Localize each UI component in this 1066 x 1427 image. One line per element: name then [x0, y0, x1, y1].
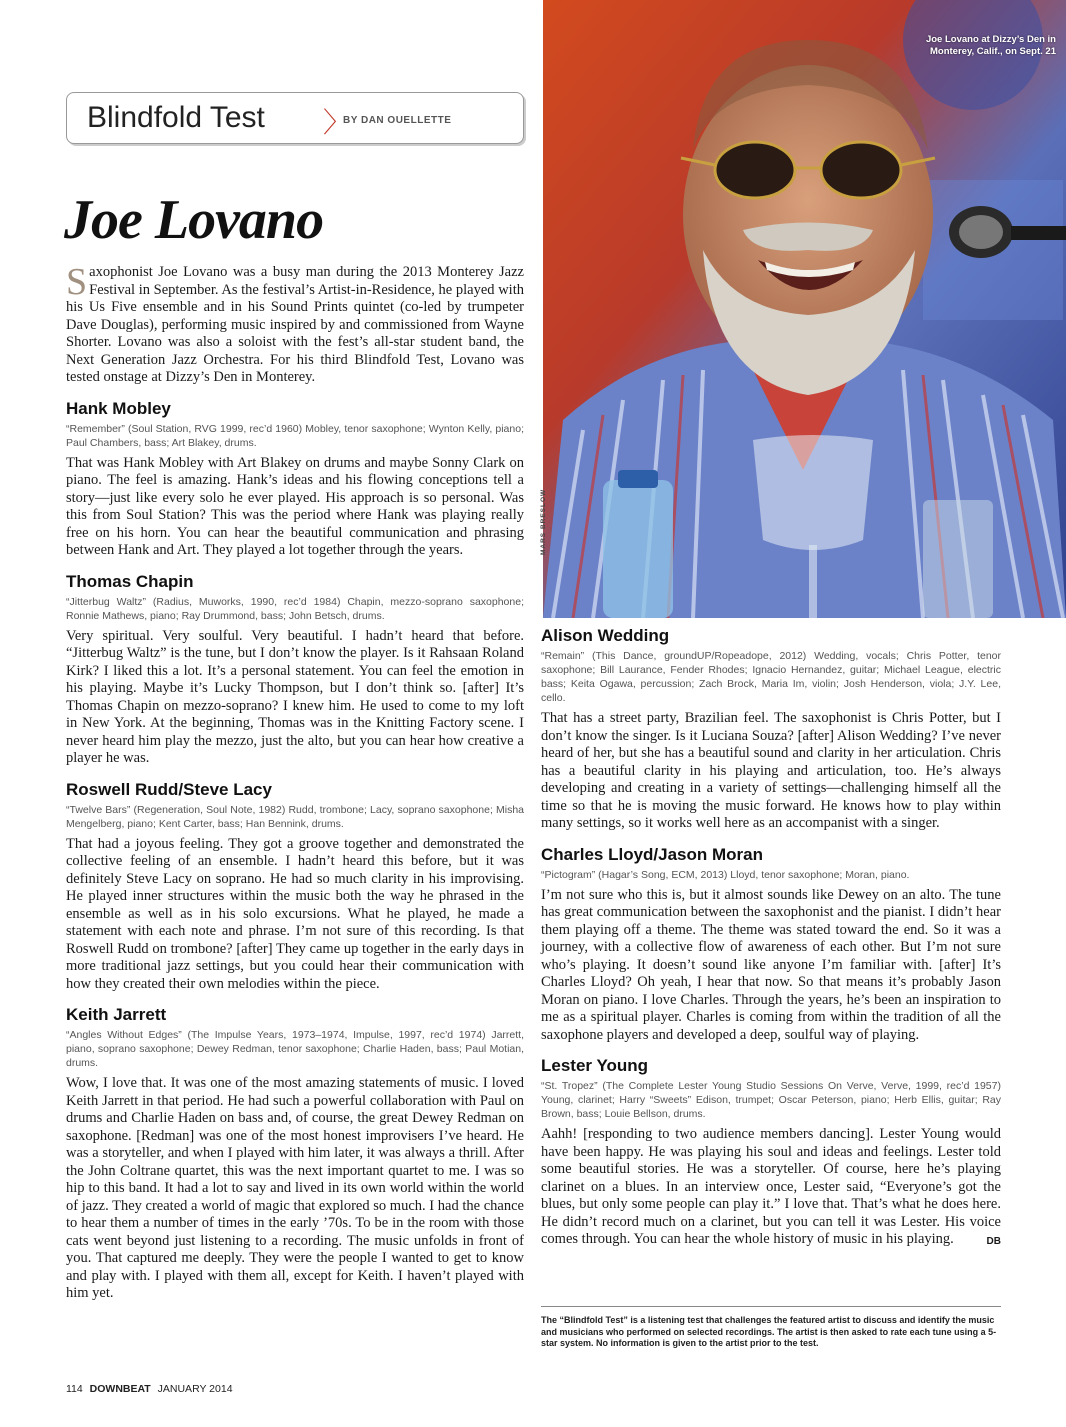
entry-artist: Hank Mobley	[66, 398, 171, 418]
photo-credit: MARS BRESLOW	[540, 488, 547, 555]
entry	[66, 399, 524, 560]
entry-text: That had a joyous feeling. They got a groove together and demonstrated the collective feeling of an ensemble. I hadn’t heard this before, but it was definitely Steve Lacy on soprano. He had so much clarity in his improvising. He played inner structures within the music both the way he phrased in the ensemble as well as in his solo excursions. What he played, he made a statement with each note and phrase. I’m not sure of this recording. Is that Roswell Rudd on trombone? [after] They came up together in the early days in more traditional jazz settings, but you could hear their communication with how they created their own melodies within the piece.	[66, 835, 524, 992]
signoff: DB	[986, 1236, 1001, 1247]
folio	[66, 1383, 233, 1395]
dropcap: S	[66, 261, 88, 303]
chevron-right-icon: 〉	[323, 107, 352, 138]
entry-credits: “St. Tropez” (The Complete Lester Young Studio Sessions On Verve, Verve, 1999, rec’d 1957) Young, clarinet; Harry “Sweets” Edison, trumpet; Oscar Peterson, piano; Herb Ellis, guitar; Ray Brown, bass; Louie Bellson, drums.	[541, 1080, 1001, 1120]
entry-text: I’m not sure who this is, but it almost sounds like Dewey on an alto. The tune has great communication between the saxophonist and the pianist. I didn’t hear them playing off a theme. The theme was stated toward the end. So it was a journey, with a collective flow of awareness of each other. But I’m not sure who’s playing. It doesn’t sound like anyone I’m familiar with. [after] It’s Charles Lloyd? Oh yeah, I hear that now. So that means it’s probably Jason Moran on piano. I love Charles. Through the years, he’s been an inspiration to me as a spiritual player. Charles is coming from within the tradition of all the saxophone players and developed a deep, soulful way of playing.	[541, 886, 1001, 1043]
right-column	[541, 626, 1001, 1251]
section-header	[66, 92, 524, 144]
left-column	[66, 261, 524, 1303]
entry	[541, 845, 1001, 1045]
entry-artist: Lester Young	[541, 1056, 649, 1075]
page-number: 114	[66, 1383, 83, 1395]
entry-text: That has a street party, Brazilian feel. The saxophonist is Chris Potter, but I don’t know the singer. Is it Luciana Souza? [after] Alison Wedding? I’ve never heard of her, but she has a beautiful sound and clarity in her articulation. Chris has a beautiful clarity in his playing and articulation, too. He’s always developing and creating in a variety of settings—challenging himself all the time so that he is moving the music forward. He knows how to play within many settings, so it works well here as an accompanist with a singer.	[541, 710, 1001, 831]
entry-text: That was Hank Mobley with Art Blakey on drums and maybe Sonny Clark on piano. The feel is amazing. Hank’s ideas and his flowing conceptions tell a story—just like every solo he ever played. His approach is so personal. Was this from Soul Station? This was the period where Hank was playing really free on his horn. You can hear the beautiful communication and phrasing between Hank and Art. They played a lot together through the years.	[66, 454, 524, 558]
photo-caption: Joe Lovano at Dizzy’s Den in Monterey, Calif., on Sept. 21	[925, 34, 1056, 57]
entry-text-body: Aahh! [responding to two audience members dancing]. Lester Young would have been happy. He was playing his soul and ideas and feelings. Lester told some beautiful stories. He was a storyteller. Of course, here he’s playing clarinet on a blues. In an interview once, Lester said, “Everyone’s got the blues, but only some people can play it.” I love that. That’s what he does here. He didn’t record much on a clarinet, but you can tell it was Lester. His voice comes through. You can hear the whole history of music in his playing.	[541, 1126, 1001, 1247]
entry-credits: “Twelve Bars” (Regeneration, Soul Note, 1982) Rudd, trombone; Lacy, soprano saxophone; Misha Mengelberg, piano; Kent Carter, bass; Han Bennink, drums.	[66, 803, 524, 830]
issue-date: JANUARY 2014	[157, 1383, 233, 1395]
magazine-name: DOWNBEAT	[89, 1383, 151, 1395]
page-title: Joe Lovano	[64, 189, 324, 251]
footnote: The “Blindfold Test” is a listening test that challenges the featured artist to discuss and identify the music and musicians who performed on selected recordings. The artist is then asked to rate each tune using a 5-star system. No information is given to the artist prior to the test.	[541, 1306, 1001, 1350]
section-title: Blindfold Test	[87, 101, 265, 134]
entry-text: Wow, I love that. It was one of the most amazing statements of music. I loved Keith Jarrett in that period. He had such a powerful collaboration with Paul on drums and Charlie Haden on bass and, of course, the great Dewey Redman on saxophone. [Redman] was one of the most honest improvisers I’ve heard. He was a storyteller, and when I played with him later, it was always a thrill. After the John Coltrane quartet, this was the next important quartet to me. I was so hip to this band. It had a lot to say and lived in its own world within the world of jazz. They created a world of magic that explored so much. I had the chance to hear them a number of times in the early ’70s. To be in the room with those cats went beyond just listening to a recording. The music unfolds in front of you. That captured me deeply. They were the people I wanted to get to know and play with. I played with them all, except for Keith. I haven’t played with him yet.	[66, 1075, 524, 1301]
entry-credits: “Remember” (Soul Station, RVG 1999, rec’d 1960) Mobley, tenor saxophone; Wynton Kelly, piano; Paul Chambers, bass; Art Blakey, drums.	[66, 422, 524, 449]
entry	[541, 1056, 1001, 1249]
entry-credits: “Pictogram” (Hagar’s Song, ECM, 2013) Lloyd, tenor saxophone; Moran, piano.	[541, 868, 910, 881]
entry-credits: “Remain” (This Dance, groundUP/Ropeadope, 2012) Wedding, vocals; Chris Potter, tenor saxophone; Bill Laurance, Fender Rhodes; Ignacio Hernandez, guitar; Michael League, electric bass; Keita Ogawa, percussion; Zach Brock, Maria Im, violin; Josh Henderson, viola; J.Y. Lee, cello.	[541, 650, 1001, 704]
entry-artist: Charles Lloyd/Jason Moran	[541, 844, 763, 864]
entry-credits: “Angles Without Edges” (The Impulse Years, 1973–1974, Impulse, 1997, rec’d 1974) Jarrett, piano, soprano saxophone; Dewey Redman, tenor saxophone; Charlie Haden, bass; Paul Motian, drums.	[66, 1029, 524, 1069]
entry-artist: Alison Wedding	[541, 626, 670, 645]
entry-credits: “Jitterbug Waltz” (Radius, Muworks, 1990, rec’d 1984) Chapin, mezzo-soprano saxophone; Ronnie Mathews, piano; Ray Drummond, bass; John Betsch, drums.	[66, 595, 524, 622]
intro-text: axophonist Joe Lovano was a busy man during the 2013 Monterey Jazz Festival in September. As the festival’s Artist-in-Residence, he played with his Us Five ensemble and in his Sound Prints quintet (co-led by trumpeter Dave Douglas), performing music inspired by and commissioned from Wayne Shorter. Lovano was also a soloist with the fest’s all-star student band, the Next Generation Jazz Orchestra. For his third Blindfold Test, Lovano was tested onstage at Dizzy’s Den in Monterey.	[66, 264, 524, 385]
byline: BY DAN OUELLETTE	[343, 115, 452, 126]
entry	[66, 780, 524, 994]
entry	[66, 1005, 524, 1303]
entry-text	[541, 1126, 1001, 1249]
entry-artist: Keith Jarrett	[66, 1005, 167, 1024]
entry-text: Very spiritual. Very soulful. Very beautiful. I hadn’t heard that before. “Jitterbug Waltz” is the tune, but I don’t know the player. Is it Rahsaan Roland Kirk? I liked this a lot. It’s a personal statement. You can feel the emotion in his playing. Maybe it’s Lucky Thompson, but I don’t think so. [after] It’s Thomas Chapin on mezzo-soprano? I knew him. He used to come to my loft in New York. At the beginning, Thomas was in the Knitting Factory scene. I never heard him play the mezzo, just the alto, but you can hear how creative a player he was.	[66, 627, 524, 766]
entry-artist: Thomas Chapin	[66, 571, 194, 591]
entry-artist: Roswell Rudd/Steve Lacy	[66, 779, 272, 799]
intro-paragraph	[66, 261, 524, 387]
entry	[66, 572, 524, 768]
photo-illustration	[543, 0, 1066, 618]
artist-photo	[543, 0, 1066, 618]
entry	[541, 626, 1001, 833]
